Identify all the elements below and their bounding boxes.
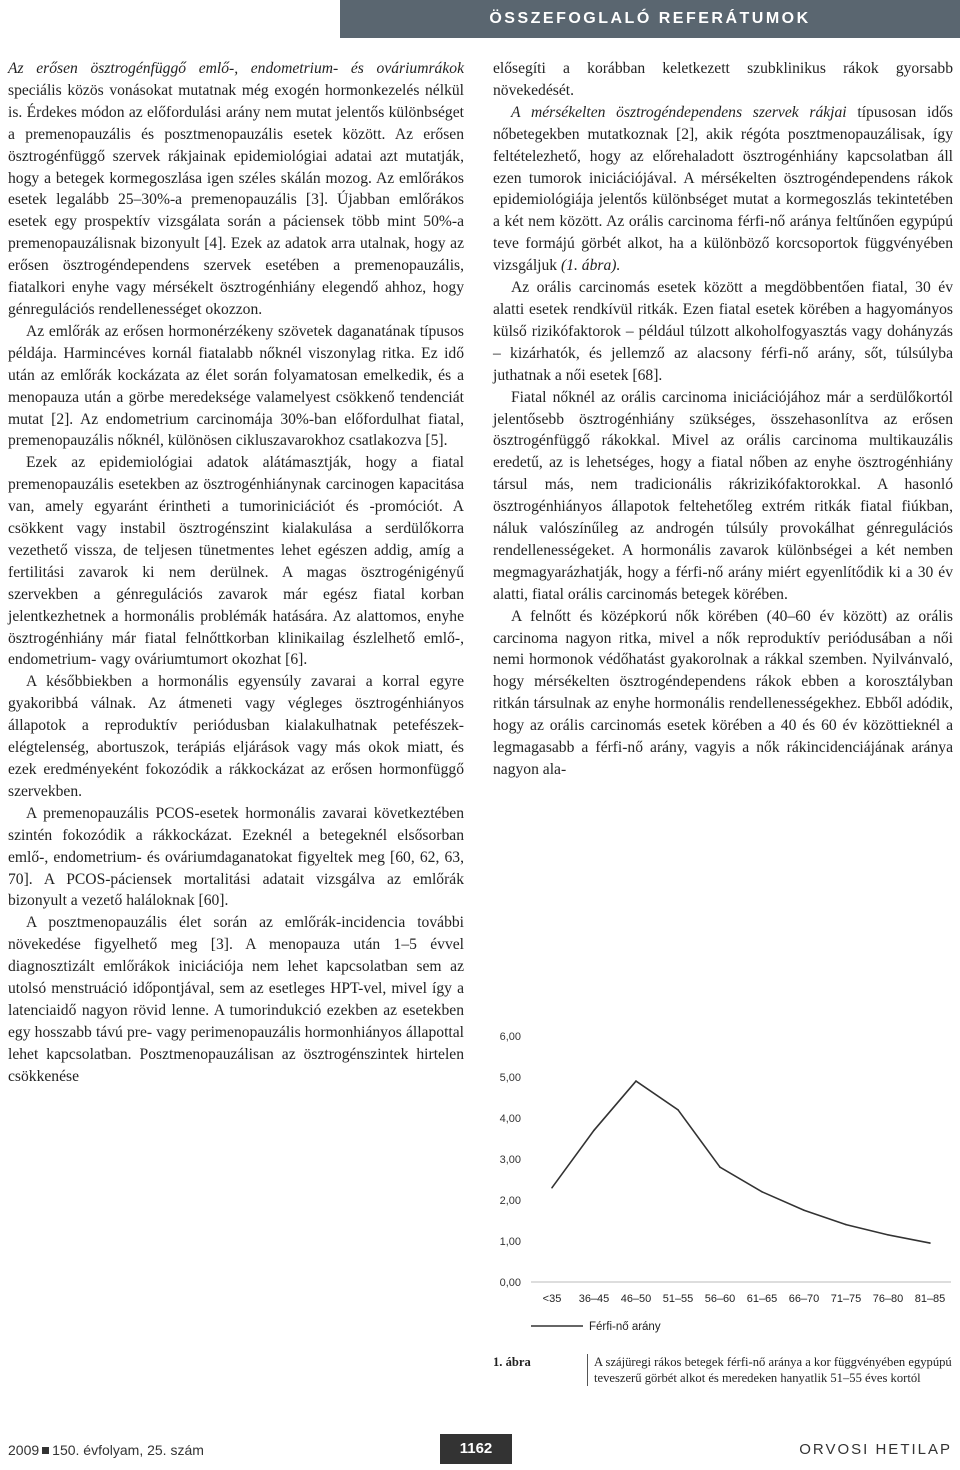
paragraph bbox=[8, 58, 464, 321]
data-point bbox=[887, 1234, 889, 1236]
data-point bbox=[635, 1080, 637, 1082]
paragraph: A későbbiekben a hormonális egyensúly zavarai a korral egyre gyakoribbá válnak. Az átmeneti vagy végleges ösztrogénhiányos állapotok a reproduktív periódusban kialakulhatnak petefészek-elégtelenség, abortuszok, terápiás eljárások vagy más okok miatt, és ezek eredményeként fokozódik a rákkockázat az erősen hormonfüggő szervekben. bbox=[8, 673, 464, 800]
y-tick-label: 6,00 bbox=[499, 1031, 521, 1043]
footer-issue bbox=[8, 1442, 204, 1458]
paragraph: Az emlőrák az erősen hormonérzékeny szövetek daganatának típusos példája. Harmincéves kornál fiatalabb nőknél viszonylag ritka. Ez idő után az emlőrák kockázata az élet során folyamatosan emelkedik, és a menopauza után a görbe meredeksége valamelyest csökkenő tendenciát mutat [2]. Az endometrium carcinomája 30%-ban előfordulhat fiatal, premenopauzális nőknél, különösen cikluszavarokhoz csatlakozva [5]. bbox=[8, 322, 464, 450]
page-number: 1162 bbox=[440, 1434, 512, 1464]
x-tick-label: 61–65 bbox=[746, 1293, 778, 1305]
x-tick-label: 76–80 bbox=[872, 1293, 904, 1305]
header-bar bbox=[0, 0, 960, 38]
y-tick-label: 1,00 bbox=[499, 1236, 521, 1248]
x-tick-label: 71–75 bbox=[830, 1293, 862, 1305]
data-point bbox=[761, 1191, 763, 1193]
right-column bbox=[493, 58, 953, 781]
italic-phrase: Az erősen ösztrogénfüggő emlő-, endometrium- és ováriumrákok bbox=[8, 60, 464, 77]
data-point bbox=[593, 1130, 595, 1132]
paragraph: A felnőtt és középkorú nők körében (40–60 év között) az orális carcinoma nagyon ritka, mivel a nők reproduktív periódusában a női nemi hormonok védőhatást gyakorolnak a rákkal szemben. Nyilvánvaló, hogy mérsékelten ösztrogéndependens rákok ebben a korosztályban ritkán társulnak az enyhe hormonális rendellenességekhez. Ebből adódik, hogy az orális carcinomás esetek körében a 40 és 60 év közöttieknél a legmagasabb a férfi-nő arány, vagyis a nők rákincidenciájának aránya nagyon ala- bbox=[493, 607, 953, 778]
legend-label: Férfi-nő arány bbox=[589, 1321, 661, 1333]
journal-name: ORVOSI HETILAP bbox=[799, 1441, 952, 1458]
paragraph-text: típusosan idős nőbetegekben mutatkoznak [2], akik régóta posztmenopauzálisak, így feltételezhető, hogy az előrehaladott ösztrogénhiány kapcsolatban áll ezen tumorok iniciációjával. A mérsékelten ösztrogéndependens rákok epidemiológiája jelentős különbséget mutat a kormegoszlás tekintetében a két nem között. Az orális carcinoma férfi-nő aránya feltűnően egypúpú teve formájú görbét alkot, ha a különböző korcsoportok függvényében vizsgáljuk bbox=[493, 103, 953, 275]
x-tick-label: 81–85 bbox=[914, 1293, 946, 1305]
x-tick-label: 46–50 bbox=[620, 1293, 652, 1305]
data-point bbox=[929, 1242, 931, 1244]
section-title: ÖSSZEFOGLALÓ REFERÁTUMOK bbox=[340, 0, 960, 38]
line-chart bbox=[493, 1020, 955, 1350]
figure-chart bbox=[493, 1020, 955, 1350]
y-tick-label: 4,00 bbox=[499, 1113, 521, 1125]
series-line bbox=[552, 1081, 930, 1243]
figure-label: 1. ábra bbox=[493, 1355, 531, 1369]
data-point bbox=[803, 1209, 805, 1211]
x-tick-label: 36–45 bbox=[578, 1293, 610, 1305]
paragraph: Ezek az epidemiológiai adatok alátámasztják, hogy a fiatal premenopauzális esetekben az ösztrogénhiánynak carcinogen kapacitása van, amely egyaránt érintheti a tumoriniciációt és -promóciót. A csökkent vagy instabil ösztrogénszint kialakulása a serdülőkorra vezethető vissza, de teljesen tünetmentes lehet egészen addig, amíg a fertilitási zavarok ki nem derülnek. A magas ösztrogénigényű szervekben a génregulációs zavarok már egész fiatal korban jelentkezhetnek a hormonális problémák hatására. Az alattomos, enyhe ösztrogénhiány már fiatal felnőttkorban klinikailag észlelhető emlő-, endometrium- vagy ováriumtumort okozhat [6]. bbox=[8, 454, 464, 669]
y-tick-label: 0,00 bbox=[499, 1277, 521, 1289]
paragraph: Fiatal nőknél az orális carcinoma iniciációjához már a serdülőkortól jelentősebb ösztrogénhiány szükséges, összehasonlítva az erősen ösztrogénfüggő rákokkal. Mivel az orális carcinoma multikauzális eredetű, az is lehetséges, hogy a fiatal nőben az enyhe ösztrogénhiány társul más, nem tradicionális rákrizikófaktorokkal. A hasonló ösztrogénhiányos állapotok feltehetőleg extrém ritkák fiatal fiúkban, náluk valószínűleg az androgén túlsúly provokálhat génregulációs rendellenességeket. A hormonális zavarok különbségei a két nemben megmagyarázhatják, hogy a férfi-nő arány miért egyenlítődik ki a 30 év alatti, fiatal orális carcinomás betegek körében. bbox=[493, 388, 953, 603]
x-tick-label: <35 bbox=[542, 1293, 562, 1305]
paragraph bbox=[493, 102, 953, 277]
x-tick-label: 56–60 bbox=[704, 1293, 736, 1305]
data-point bbox=[845, 1224, 847, 1226]
footer bbox=[0, 1432, 960, 1470]
y-tick-label: 3,00 bbox=[499, 1154, 521, 1166]
paragraph: A posztmenopauzális élet során az emlőrák-incidencia további növekedése figyelhető meg [3]. A menopauza után 1–5 évvel diagnosztizált emlőrákok iniciációja nem lehet kapcsolatban sem az utolsó menstruáció időpontjával, sem az esetleges HPT-vel, mivel így a latenciaidő nagyon rövid lenne. A tumorindukció ezekben az esetekben egy hosszabb távú pre- vagy perimenopauzális hormonhiányos állapottal lehet kapcsolatban. Posztmenopauzálisan az ösztrogénszintek hirtelen csökkenése bbox=[8, 914, 464, 1085]
square-separator-icon bbox=[42, 1447, 49, 1454]
paragraph: elősegíti a korábban keletkezett szubklinikus rákok gyorsabb növekedését. bbox=[493, 60, 953, 99]
figure-reference: (1. ábra). bbox=[561, 257, 621, 275]
data-point bbox=[719, 1166, 721, 1168]
x-tick-label: 51–55 bbox=[662, 1293, 694, 1305]
paragraph: Az orális carcinomás esetek között a megdöbbentően fiatal, 30 év alatti esetek rendkívül ritkák. Ezen fiatal esetek körében a hagyományos külső rizikófaktorok – például túlzott alkoholfogyasztás vagy dohányzás – kizárhatók, és jellemző az alacsony férfi-nő arány, sőt, túlsúlyba juthatnak a női esetek [68]. bbox=[493, 279, 953, 384]
left-column bbox=[8, 58, 464, 1088]
paragraph-text: speciális közös vonásokat mutatnak még exogén hormonkezelés nélkül is. Érdekes módon az előfordulási arány nem mutat jelentős különbséget a premenopauzális és posztmenopauzális esetek között. Az erősen ösztrogénfüggő szervek rákjainak epidemiológiai adatai azt mutatják, hogy a betegek kormegoszlása igen széles skálán mozog. Az emlőrákos esetek legalább 25–30%-a premenopauzális [3]. Újabban emlőrákos esetek egy prospektív vizsgálata során a páciensek több mint 50%-a premenopauzálisnak bizonyult [4]. Ezek az adatok arra utalnak, hogy az erősen ösztrogéndependens szervek esetében a premenopauzális, fiatalkori enyhe vagy mérsékelt ösztrogénhiány elegendő ahhoz, hogy génregulációs rendellenességet okozzon. bbox=[8, 81, 464, 318]
y-tick-label: 5,00 bbox=[499, 1072, 521, 1084]
y-tick-label: 2,00 bbox=[499, 1195, 521, 1207]
footer-volume: 150. évfolyam, 25. szám bbox=[52, 1442, 204, 1458]
x-tick-label: 66–70 bbox=[788, 1293, 820, 1305]
paragraph: A premenopauzális PCOS-esetek hormonális zavarai következtében szintén fokozódik a rákkockázat. Ezeknél a betegeknél elsősorban emlő-, endometrium- és ováriumdaganatokat figyeltek meg [60, 62, 63, 70]. A PCOS-páciensek mortalitási adatait vizsgálva az emlőrák bizonyult a vezető haláloknak [60]. bbox=[8, 804, 464, 910]
footer-year: 2009 bbox=[8, 1442, 40, 1458]
italic-phrase: A mérsékelten ösztrogéndependens szervek rákjai bbox=[511, 103, 847, 121]
data-point bbox=[551, 1187, 553, 1189]
figure-caption-text: A szájüregi rákos betegek férfi-nő aránya a kor függvényében egypúpú teveszerű görbét alkot és meredeken hanyatlik 51–55 éves kortól bbox=[587, 1354, 960, 1386]
data-point bbox=[677, 1109, 679, 1111]
